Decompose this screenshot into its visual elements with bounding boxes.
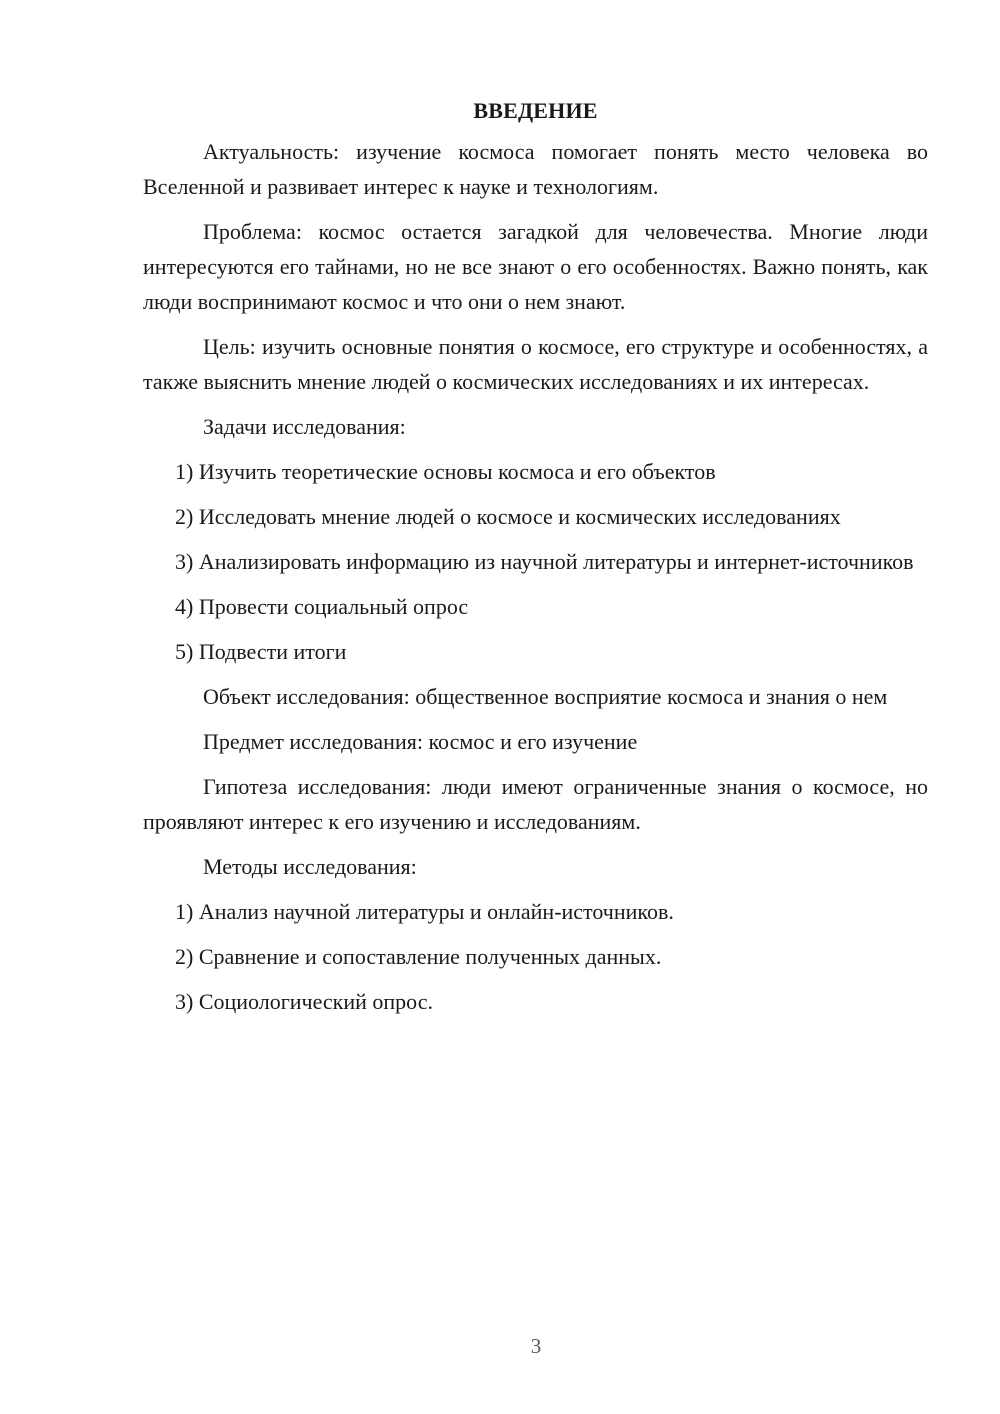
- goal-paragraph: Цель: изучить основные понятия о космосе, его структуре и особенностях, а также выяснить мнение людей о космических исследованиях и их интересах.: [143, 334, 928, 394]
- page-content: [143, 93, 928, 1029]
- tasks-heading: Задачи исследования:: [203, 414, 406, 439]
- method-item: 2) Сравнение и сопоставление полученных данных.: [175, 944, 662, 969]
- object-paragraph: Объект исследования: общественное восприятие космоса и знания о нем: [203, 684, 888, 709]
- page-title: ВВЕДЕНИЕ: [473, 98, 598, 123]
- method-item: 3) Социологический опрос.: [175, 989, 433, 1014]
- task-item: 2) Исследовать мнение людей о космосе и космических исследованиях: [175, 504, 841, 529]
- task-item: 1) Изучить теоретические основы космоса и его объектов: [175, 459, 716, 484]
- page-number: 3: [530, 1334, 542, 1358]
- subject-paragraph: Предмет исследования: космос и его изучение: [203, 729, 638, 754]
- methods-heading: Методы исследования:: [203, 854, 417, 879]
- task-item: 3) Анализировать информацию из научной литературы и интернет-источников: [175, 549, 914, 574]
- task-item: 5) Подвести итоги: [175, 639, 347, 664]
- problem-paragraph: Проблема: космос остается загадкой для человечества. Многие люди интересуются его тайнами, но не все знают о его особенностях. Важно понять, как люди воспринимают космос и что они о нем знают.: [143, 219, 928, 314]
- method-item: 1) Анализ научной литературы и онлайн-источников.: [175, 899, 674, 924]
- task-item: 4) Провести социальный опрос: [175, 594, 469, 619]
- relevance-paragraph: Актуальность: изучение космоса помогает понять место человека во Вселенной и развивает интерес к науке и технологиям.: [143, 139, 928, 199]
- hypothesis-paragraph: Гипотеза исследования: люди имеют ограниченные знания о космосе, но проявляют интерес к его изучению и исследованиям.: [143, 774, 928, 834]
